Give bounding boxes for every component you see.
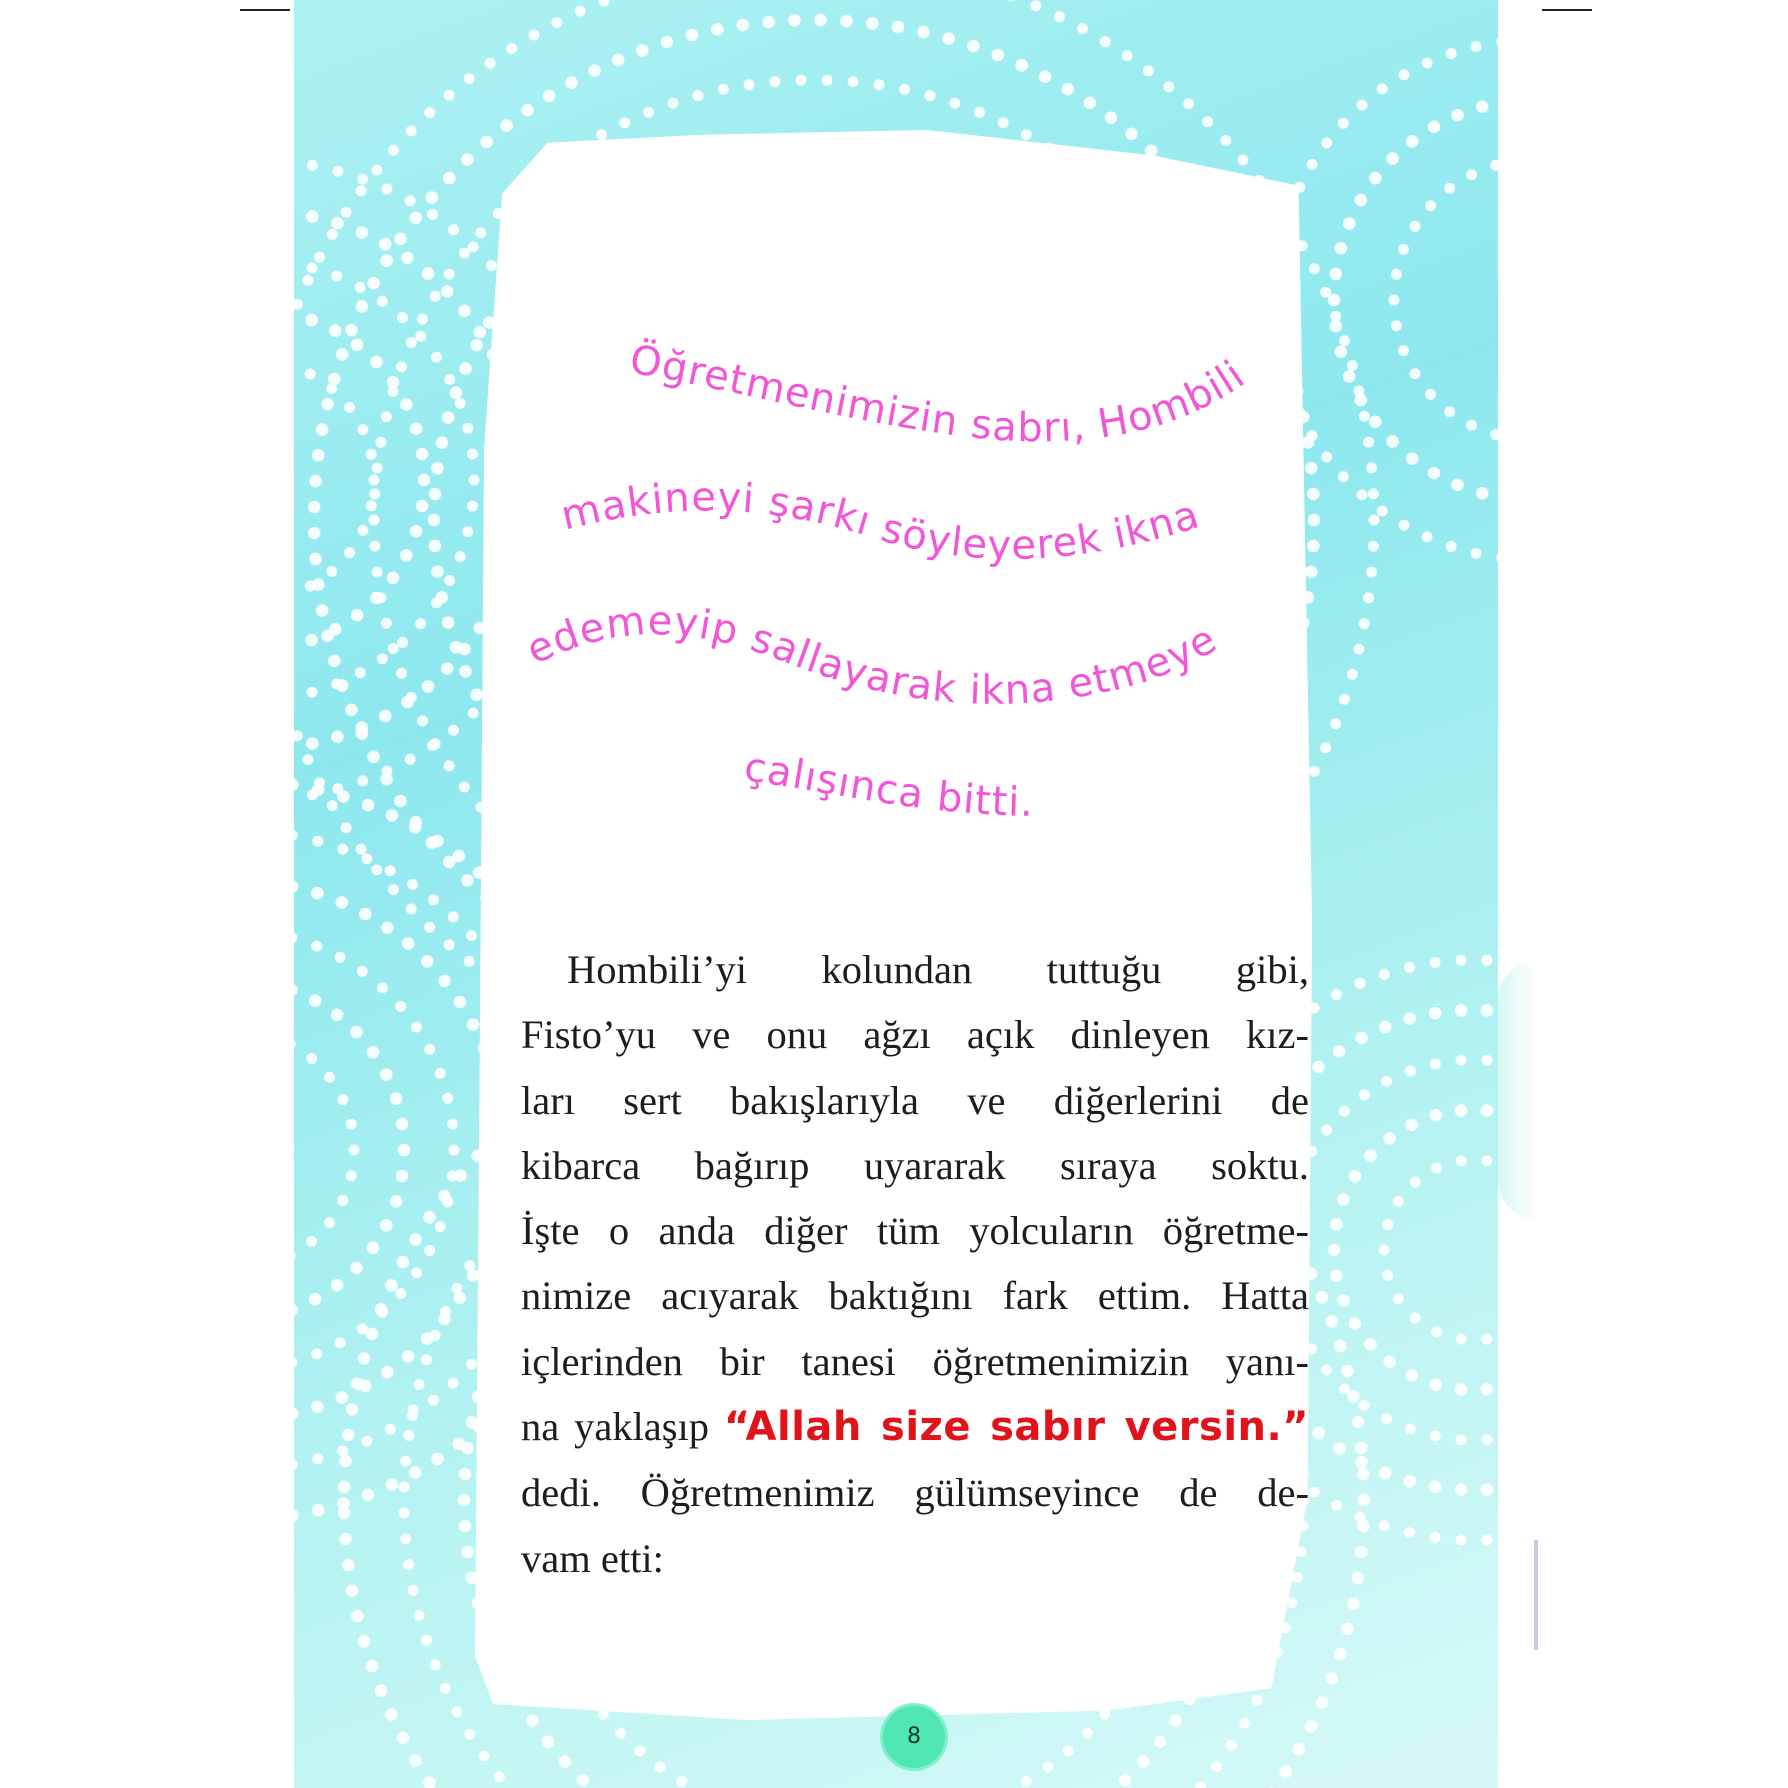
wavy-line-4: çalışınca bitti. [741,744,1034,826]
paragraph-line: nimize acıyarak baktığını fark ettim. Hatta [521,1273,1309,1319]
paragraph-line: Hombili’yi kolundan tuttuğu gibi, [567,947,1309,992]
story-paragraph [521,937,1309,1591]
paragraph-line: kibarca bağırıp uyararak sıraya soktu. [521,1142,1309,1188]
quote-lead-in: na yaklaşıp [521,1404,710,1450]
wavy-line-3: edemeyip sallayarak ikna etmeye [519,597,1225,714]
wavy-line-1: Öğretmenimizin sabrı, Hombili [626,336,1254,452]
paragraph-line: içlerinden bir tanesi öğretmenimizin yanı- [521,1338,1309,1384]
paragraph-line-with-quote [521,1394,1309,1460]
paragraph-line: Fisto’yu ve onu ağzı açık dinleyen kız- [521,1012,1309,1058]
wavy-line-2: makineyi şarkı söyleyerek ikna [556,474,1205,569]
paragraph-line: ları sert bakışlarıyla ve diğerlerini de [521,1077,1309,1123]
page-number-badge: 8 [883,1706,945,1768]
highlighted-quote: “Allah size sabır versin.” [723,1404,1310,1451]
paragraph-line: İşte o anda diğer tüm yolcuların öğretme- [521,1208,1309,1254]
paragraph-line: dedi. Öğretmenimiz gülümseyince de de- [521,1470,1309,1516]
paragraph-line: vam etti: [521,1535,664,1581]
